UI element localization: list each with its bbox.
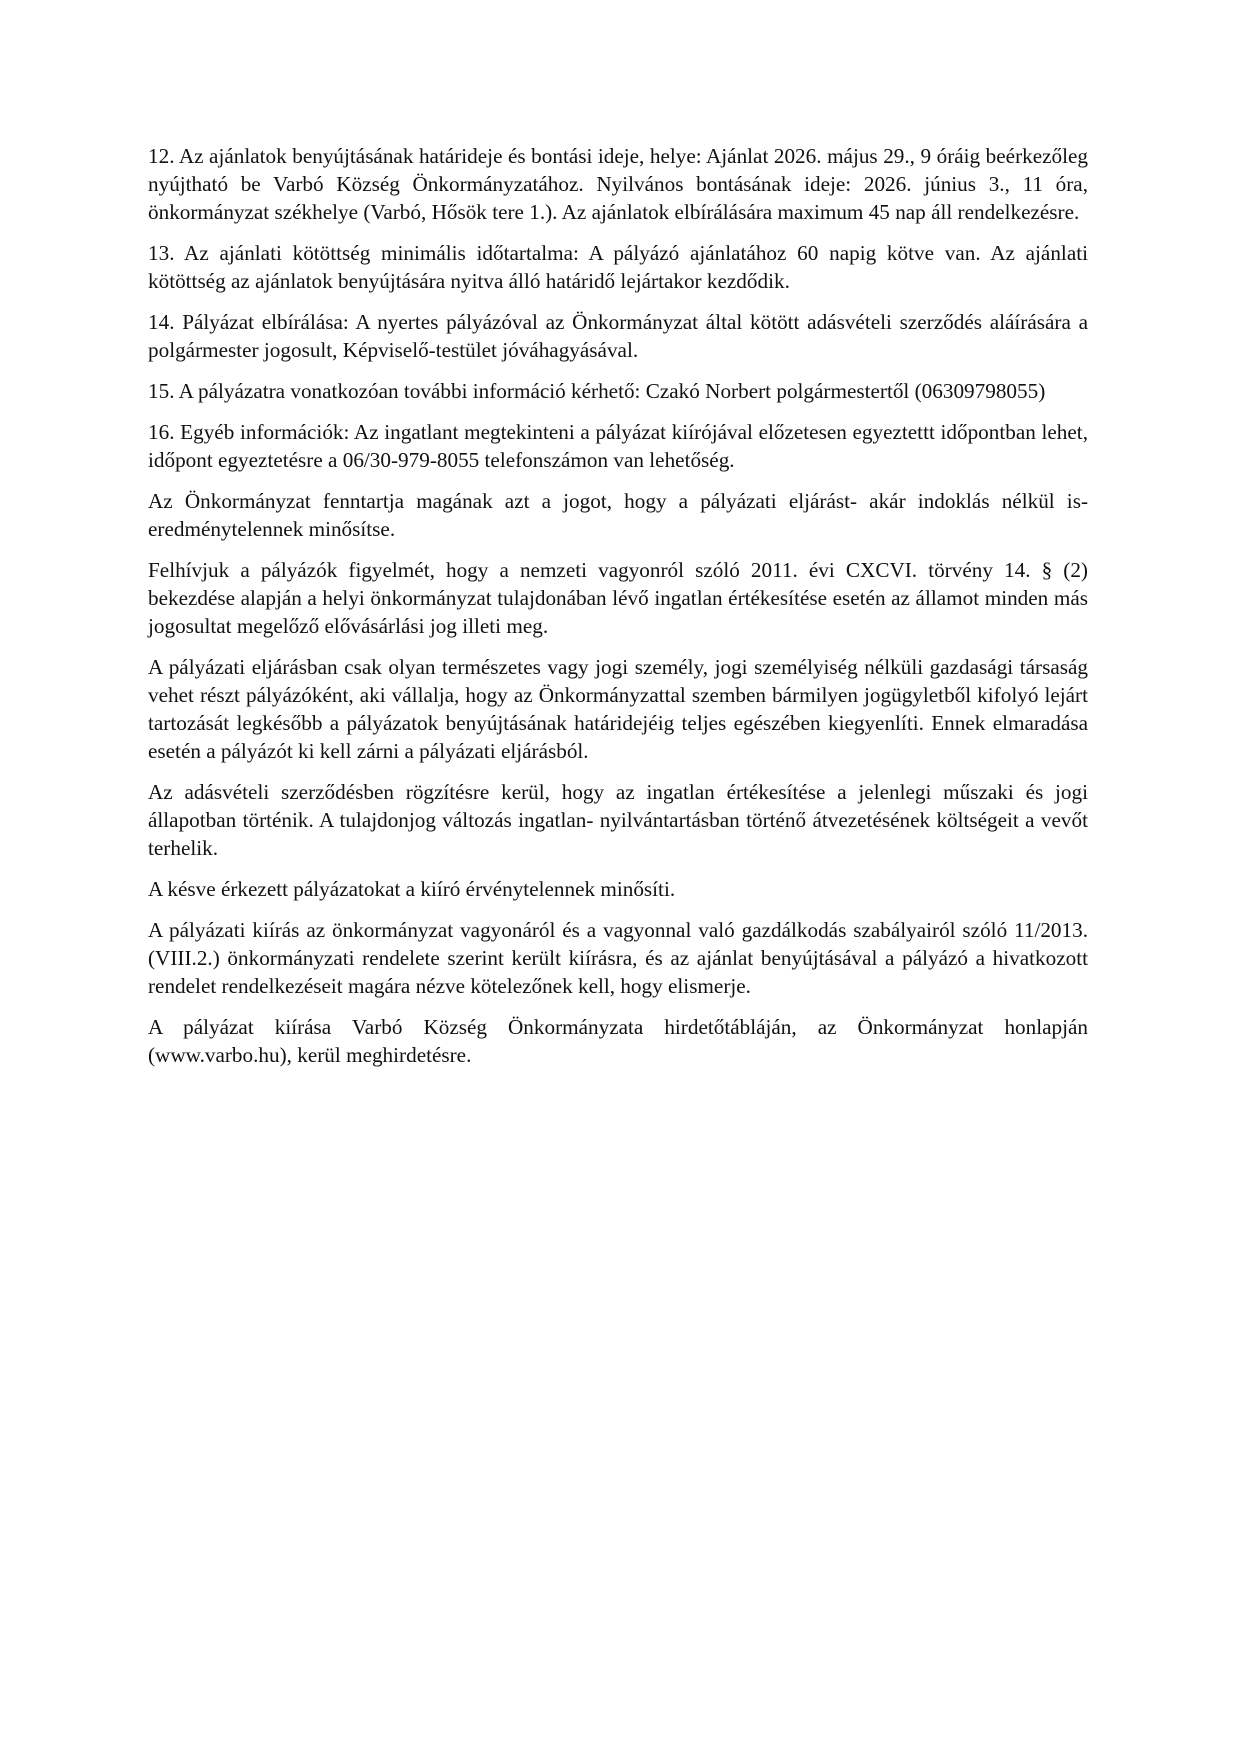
paragraph-offer-validity: 13. Az ajánlati kötöttség minimális időtartalma: A pályázó ajánlatához 60 napig kötve van. Az ajánlati kötöttség az ajánlatok benyújtására nyitva álló határidő lejártakor kezdődik. [148,241,1088,293]
paragraph-regulation-reference: A pályázati kiírás az önkormányzat vagyonáról és a vagyonnal való gazdálkodás szabályairól szóló 11/2013. (VIII.2.) önkormányzati rendelete szerint került kiírásra, és az ajánlat benyújtásával a pályázó a hivatkozott rendelet rendelkezéseit magára nézve kötelezőnek kell, hogy elismerje. [148,918,1088,998]
paragraph-publication: A pályázat kiírása Varbó Község Önkormányzata hirdetőtábláján, az Önkormányzat honlapján (www.varbo.hu), kerül meghirdetésre. [148,1015,1088,1067]
paragraph-submission-deadline: 12. Az ajánlatok benyújtásának határideje és bontási ideje, helye: Ajánlat 2026. május 29., 9 óráig beérkezőleg nyújtható be Varbó Község Önkormányzatához. Nyilvános bontásának ideje: 2026. június 3., 11 óra, önkormányzat székhelye (Varbó, Hősök tere 1.). Az ajánlatok elbírálására maximum 45 nap áll rendelkezésre. [148,144,1088,224]
document-page [148,142,1088,1082]
paragraph-eligibility: A pályázati eljárásban csak olyan természetes vagy jogi személy, jogi személyiség nélküli gazdasági társaság vehet részt pályázóként, aki vállalja, hogy az Önkormányzattal szemben bármilyen jogügyletből kifolyó lejárt tartozását legkésőbb a pályázatok benyújtásának határidejéig teljes egészében kiegyenlíti. Ennek elmaradása esetén a pályázót ki kell zárni a pályázati eljárásból. [148,655,1088,763]
paragraph-preemption-right: Felhívjuk a pályázók figyelmét, hogy a nemzeti vagyonról szóló 2011. évi CXCVI. törvény 14. § (2) bekezdése alapján a helyi önkormányzat tulajdonában lévő ingatlan értékesítése esetén az államot minden más jogosultat megelőző elővásárlási jog illeti meg. [148,558,1088,638]
paragraph-evaluation: 14. Pályázat elbírálása: A nyertes pályázóval az Önkormányzat által kötött adásvételi szerződés aláírására a polgármester jogosult, Képviselő-testület jóváhagyásával. [148,310,1088,362]
paragraph-right-to-void: Az Önkormányzat fenntartja magának azt a jogot, hogy a pályázati eljárást- akár indoklás nélkül is- eredménytelennek minősítse. [148,489,1088,541]
paragraph-other-info: 16. Egyéb információk: Az ingatlant megtekinteni a pályázat kiírójával előzetesen egyeztettt időpontban lehet, időpont egyeztetésre a 06/30-979-8055 telefonszámon van lehetőség. [148,420,1088,472]
paragraph-late-submissions: A késve érkezett pályázatokat a kiíró érvénytelennek minősíti. [148,877,676,901]
paragraph-contract-terms: Az adásvételi szerződésben rögzítésre kerül, hogy az ingatlan értékesítése a jelenlegi műszaki és jogi állapotban történik. A tulajdonjog változás ingatlan- nyilvántartásban történő átvezetésének költségeit a vevőt terhelik. [148,780,1088,860]
paragraph-contact-info: 15. A pályázatra vonatkozóan további információ kérhető: Czakó Norbert polgármestertől (06309798055) [148,379,1046,403]
